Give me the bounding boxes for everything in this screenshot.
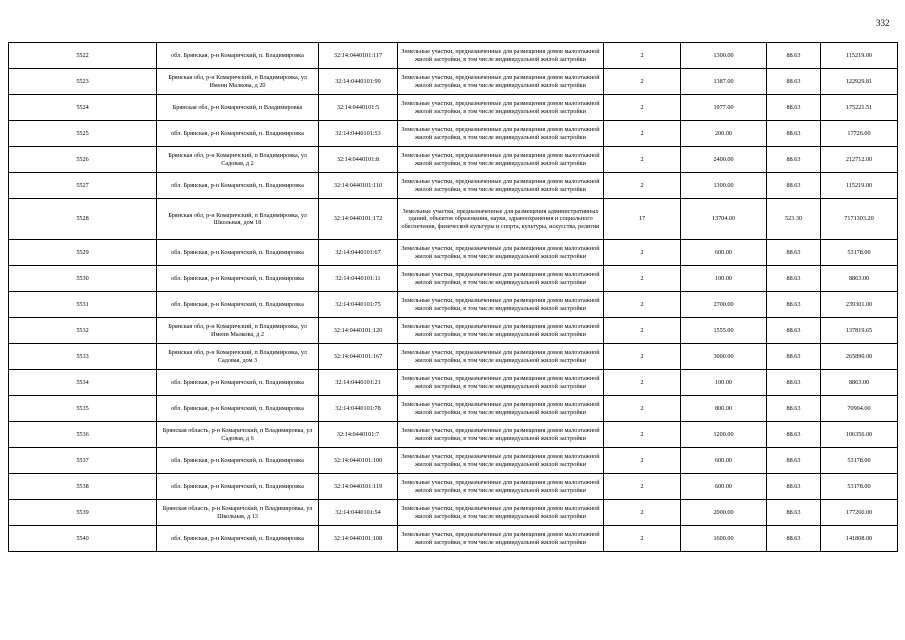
- specific-value-cell: 88.63: [767, 500, 821, 526]
- address-cell: Брянская область, р-н Комаричский, п Владимировка, ул Школьная, д 13: [157, 500, 319, 526]
- area-cell: 600.00: [681, 240, 767, 266]
- table-row: [9, 500, 898, 526]
- cadastral-value-cell: 212712.00: [821, 147, 898, 173]
- cadastral-value-cell: 141808.00: [821, 526, 898, 552]
- specific-value-cell: 88.63: [767, 43, 821, 69]
- area-cell: 3000.00: [681, 344, 767, 370]
- cadastral-value-cell: 239301.00: [821, 292, 898, 318]
- land-use-purpose-cell: Земельные участки, предназначенные для размещения домов малоэтажной жилой застройки, в том числе индивидуальной жилой застройки: [398, 318, 604, 344]
- land-use-purpose-cell: Земельные участки, предназначенные для размещения домов малоэтажной жилой застройки, в том числе индивидуальной жилой застройки: [398, 240, 604, 266]
- cadastral-number-cell: 32:14:0440101:120: [319, 318, 398, 344]
- cadastral-value-cell: 177260.00: [821, 500, 898, 526]
- land-use-purpose-cell: Земельные участки, предназначенные для размещения домов малоэтажной жилой застройки, в том числе индивидуальной жилой застройки: [398, 396, 604, 422]
- group-number-cell: 2: [604, 318, 681, 344]
- table-row: [9, 147, 898, 173]
- area-cell: 600.00: [681, 448, 767, 474]
- table-row: [9, 173, 898, 199]
- specific-value-cell: 88.63: [767, 121, 821, 147]
- specific-value-cell: 88.63: [767, 240, 821, 266]
- specific-value-cell: 523.30: [767, 199, 821, 240]
- cadastral-number-cell: 32:14:0440101:67: [319, 240, 398, 266]
- group-number-cell: 17: [604, 199, 681, 240]
- group-number-cell: 2: [604, 240, 681, 266]
- table-row: [9, 266, 898, 292]
- row-number-cell: 5539: [9, 500, 157, 526]
- area-cell: 100.00: [681, 370, 767, 396]
- cadastral-value-cell: 17726.00: [821, 121, 898, 147]
- row-number-cell: 5532: [9, 318, 157, 344]
- cadastral-number-cell: 32:14:0440101:110: [319, 173, 398, 199]
- row-number-cell: 5522: [9, 43, 157, 69]
- row-number-cell: 5533: [9, 344, 157, 370]
- area-cell: 100.00: [681, 266, 767, 292]
- cadastral-number-cell: 32:14:0440101:117: [319, 43, 398, 69]
- land-use-purpose-cell: Земельные участки, предназначенные для размещения домов малоэтажной жилой застройки, в том числе индивидуальной жилой застройки: [398, 121, 604, 147]
- address-cell: Брянская область, р-н Комаричский, п Владимировка, ул Садовая, д 6: [157, 422, 319, 448]
- row-number-cell: 5540: [9, 526, 157, 552]
- specific-value-cell: 88.63: [767, 147, 821, 173]
- group-number-cell: 2: [604, 173, 681, 199]
- cadastral-number-cell: 32:14:0440101:75: [319, 292, 398, 318]
- specific-value-cell: 88.63: [767, 474, 821, 500]
- specific-value-cell: 88.63: [767, 370, 821, 396]
- cadastral-value-cell: 53178.00: [821, 448, 898, 474]
- land-use-purpose-cell: Земельные участки, предназначенные для размещения домов малоэтажной жилой застройки, в том числе индивидуальной жилой застройки: [398, 448, 604, 474]
- table-row: [9, 199, 898, 240]
- cadastral-value-cell: 7171303.20: [821, 199, 898, 240]
- address-cell: Брянская обл, р-н Комаричский, п Владимировка, ул Садовая, д 2: [157, 147, 319, 173]
- row-number-cell: 5525: [9, 121, 157, 147]
- specific-value-cell: 88.63: [767, 292, 821, 318]
- land-use-purpose-cell: Земельные участки, предназначенные для размещения домов малоэтажной жилой застройки, в том числе индивидуальной жилой застройки: [398, 526, 604, 552]
- area-cell: 1555.00: [681, 318, 767, 344]
- group-number-cell: 2: [604, 344, 681, 370]
- address-cell: Брянская обл, р-н Комаричский, п Владимировка: [157, 95, 319, 121]
- row-number-cell: 5537: [9, 448, 157, 474]
- table-row: [9, 526, 898, 552]
- cadastral-number-cell: 32:14:0440101:11: [319, 266, 398, 292]
- cadastral-value-cell: 53178.00: [821, 240, 898, 266]
- row-number-cell: 5531: [9, 292, 157, 318]
- table-row: [9, 95, 898, 121]
- cadastral-number-cell: 32:14:0440101:167: [319, 344, 398, 370]
- land-use-purpose-cell: Земельные участки, предназначенные для размещения домов малоэтажной жилой застройки, в том числе индивидуальной жилой застройки: [398, 95, 604, 121]
- address-cell: Брянская обл, р-н Комаричский, п Владимировка, ул Имени Малкова, д 20: [157, 69, 319, 95]
- area-cell: 1387.00: [681, 69, 767, 95]
- table-row: [9, 396, 898, 422]
- cadastral-number-cell: 32:14:0440101:119: [319, 474, 398, 500]
- area-cell: 600.00: [681, 474, 767, 500]
- table-row: [9, 318, 898, 344]
- row-number-cell: 5536: [9, 422, 157, 448]
- row-number-cell: 5534: [9, 370, 157, 396]
- address-cell: обл. Брянская, р-н Комаричский, п. Владимировка: [157, 448, 319, 474]
- area-cell: 1300.00: [681, 173, 767, 199]
- area-cell: 1300.00: [681, 43, 767, 69]
- cadastral-number-cell: 32:14:0440101:21: [319, 370, 398, 396]
- specific-value-cell: 88.63: [767, 526, 821, 552]
- address-cell: обл. Брянская, р-н Комаричский, п. Владимировка: [157, 526, 319, 552]
- group-number-cell: 2: [604, 266, 681, 292]
- specific-value-cell: 88.63: [767, 318, 821, 344]
- address-cell: обл. Брянская, р-н Комаричский, п. Владимировка: [157, 43, 319, 69]
- group-number-cell: 2: [604, 448, 681, 474]
- address-cell: обл. Брянская, р-н Комаричский, п. Владимировка: [157, 396, 319, 422]
- cadastral-value-cell: 115219.00: [821, 173, 898, 199]
- cadastral-value-cell: 8863.00: [821, 266, 898, 292]
- group-number-cell: 2: [604, 69, 681, 95]
- area-cell: 1200.00: [681, 422, 767, 448]
- address-cell: обл. Брянская, р-н Комаричский, п. Владимировка: [157, 173, 319, 199]
- land-use-purpose-cell: Земельные участки, предназначенные для размещения домов малоэтажной жилой застройки, в том числе индивидуальной жилой застройки: [398, 292, 604, 318]
- land-use-purpose-cell: Земельные участки, предназначенные для размещения домов малоэтажной жилой застройки, в том числе индивидуальной жилой застройки: [398, 422, 604, 448]
- group-number-cell: 2: [604, 95, 681, 121]
- group-number-cell: 2: [604, 396, 681, 422]
- cadastral-value-cell: 115219.00: [821, 43, 898, 69]
- land-use-purpose-cell: Земельные участки, предназначенные для размещения домов малоэтажной жилой застройки, в том числе индивидуальной жилой застройки: [398, 266, 604, 292]
- row-number-cell: 5538: [9, 474, 157, 500]
- address-cell: обл. Брянская, р-н Комаричский, п. Владимировка: [157, 121, 319, 147]
- address-cell: Брянская обл, р-н Комаричский, п Владимировка, ул Школьная, дом 18: [157, 199, 319, 240]
- table-row: [9, 422, 898, 448]
- table-row: [9, 121, 898, 147]
- cadastral-number-cell: 32:14:0440101:54: [319, 500, 398, 526]
- group-number-cell: 2: [604, 500, 681, 526]
- table-row: [9, 240, 898, 266]
- address-cell: Брянская обл, р-н Комаричский, п Владимировка, ул Садовая, дом 3: [157, 344, 319, 370]
- group-number-cell: 2: [604, 526, 681, 552]
- land-registry-table: [8, 42, 898, 552]
- area-cell: 2700.00: [681, 292, 767, 318]
- land-use-purpose-cell: Земельные участки, предназначенные для размещения домов малоэтажной жилой застройки, в том числе индивидуальной жилой застройки: [398, 344, 604, 370]
- row-number-cell: 5528: [9, 199, 157, 240]
- cadastral-value-cell: 122929.81: [821, 69, 898, 95]
- table-row: [9, 474, 898, 500]
- group-number-cell: 2: [604, 147, 681, 173]
- specific-value-cell: 88.63: [767, 69, 821, 95]
- address-cell: обл. Брянская, р-н Комаричский, п. Владимировка: [157, 266, 319, 292]
- area-cell: 13704.00: [681, 199, 767, 240]
- area-cell: 2000.00: [681, 500, 767, 526]
- address-cell: обл. Брянская, р-н Комаричский, п. Владимировка: [157, 292, 319, 318]
- table-row: [9, 69, 898, 95]
- address-cell: обл. Брянская, р-н Комаричский, п. Владимировка: [157, 474, 319, 500]
- cadastral-number-cell: 32:14:0440101:8: [319, 147, 398, 173]
- table-row: [9, 344, 898, 370]
- cadastral-number-cell: 32:14:0440101:172: [319, 199, 398, 240]
- table-row: [9, 43, 898, 69]
- cadastral-value-cell: 8863.00: [821, 370, 898, 396]
- cadastral-value-cell: 106356.00: [821, 422, 898, 448]
- table-row: [9, 370, 898, 396]
- group-number-cell: 2: [604, 370, 681, 396]
- land-use-purpose-cell: Земельные участки, предназначенные для размещения домов малоэтажной жилой застройки, в том числе индивидуальной жилой застройки: [398, 474, 604, 500]
- row-number-cell: 5535: [9, 396, 157, 422]
- cadastral-number-cell: 32:14:0440101:78: [319, 396, 398, 422]
- land-use-purpose-cell: Земельные участки, предназначенные для размещения домов малоэтажной жилой застройки, в том числе индивидуальной жилой застройки: [398, 370, 604, 396]
- cadastral-value-cell: 70904.00: [821, 396, 898, 422]
- row-number-cell: 5523: [9, 69, 157, 95]
- land-use-purpose-cell: Земельные участки, предназначенные для размещения домов малоэтажной жилой застройки, в том числе индивидуальной жилой застройки: [398, 173, 604, 199]
- cadastral-number-cell: 32:14:0440101:53: [319, 121, 398, 147]
- area-cell: 1977.00: [681, 95, 767, 121]
- specific-value-cell: 88.63: [767, 266, 821, 292]
- group-number-cell: 2: [604, 292, 681, 318]
- cadastral-number-cell: 32:14:0440101:99: [319, 69, 398, 95]
- row-number-cell: 5529: [9, 240, 157, 266]
- group-number-cell: 2: [604, 43, 681, 69]
- area-cell: 2400.00: [681, 147, 767, 173]
- specific-value-cell: 88.63: [767, 344, 821, 370]
- row-number-cell: 5526: [9, 147, 157, 173]
- address-cell: обл. Брянская, р-н Комаричский, п. Владимировка: [157, 370, 319, 396]
- cadastral-value-cell: 265890.00: [821, 344, 898, 370]
- group-number-cell: 2: [604, 422, 681, 448]
- page-number: 332: [876, 18, 890, 28]
- group-number-cell: 2: [604, 121, 681, 147]
- cadastral-number-cell: 32:14:0440101:5: [319, 95, 398, 121]
- table-body: [9, 43, 898, 552]
- cadastral-number-cell: 32:14:0440101:100: [319, 448, 398, 474]
- land-use-purpose-cell: Земельные участки, предназначенные для размещения домов малоэтажной жилой застройки, в том числе индивидуальной жилой застройки: [398, 43, 604, 69]
- address-cell: Брянская обл, р-н Комаричский, п Владимировка, ул Имени Малкова, д 2: [157, 318, 319, 344]
- area-cell: 800.00: [681, 396, 767, 422]
- specific-value-cell: 88.63: [767, 422, 821, 448]
- row-number-cell: 5524: [9, 95, 157, 121]
- cadastral-value-cell: 53178.00: [821, 474, 898, 500]
- table-row: [9, 292, 898, 318]
- group-number-cell: 2: [604, 474, 681, 500]
- cadastral-number-cell: 32:14:0440101:108: [319, 526, 398, 552]
- cadastral-number-cell: 32:14:0440101:7: [319, 422, 398, 448]
- cadastral-value-cell: 175221.51: [821, 95, 898, 121]
- land-use-purpose-cell: Земельные участки, предназначенные для размещения домов малоэтажной жилой застройки, в том числе индивидуальной жилой застройки: [398, 500, 604, 526]
- cadastral-value-cell: 137819.65: [821, 318, 898, 344]
- row-number-cell: 5527: [9, 173, 157, 199]
- land-use-purpose-cell: Земельные участки, предназначенные для размещения домов малоэтажной жилой застройки, в том числе индивидуальной жилой застройки: [398, 69, 604, 95]
- specific-value-cell: 88.63: [767, 95, 821, 121]
- specific-value-cell: 88.63: [767, 173, 821, 199]
- land-use-purpose-cell: Земельные участки, предназначенные для размещения домов малоэтажной жилой застройки, в том числе индивидуальной жилой застройки: [398, 147, 604, 173]
- table-row: [9, 448, 898, 474]
- area-cell: 200.00: [681, 121, 767, 147]
- land-use-purpose-cell: Земельные участки, предназначенные для размещения административных зданий, объектов образования, науки, здравоохранения и социального обеспечения, физической культуры и спорта, культуры, искусства, религии: [398, 199, 604, 240]
- row-number-cell: 5530: [9, 266, 157, 292]
- area-cell: 1600.00: [681, 526, 767, 552]
- specific-value-cell: 88.63: [767, 448, 821, 474]
- specific-value-cell: 88.63: [767, 396, 821, 422]
- address-cell: обл. Брянская, р-н Комаричский, п. Владимировка: [157, 240, 319, 266]
